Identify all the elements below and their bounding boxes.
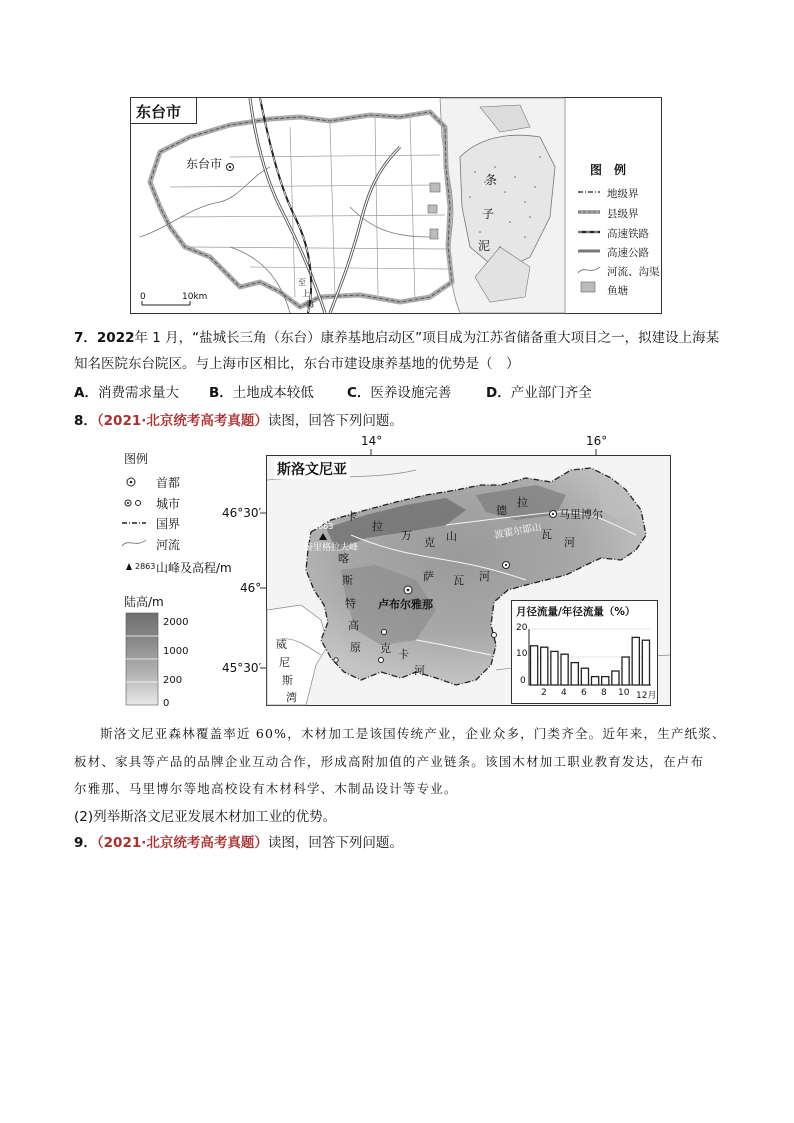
runoff-ytick-0: 0: [520, 676, 526, 686]
peak-elevation: 2863: [313, 522, 334, 531]
q7-line2: 知名医院东台院区。与上海市区相比，东台市建设康养基地的优势是（ ）: [74, 356, 520, 372]
passage-line2: 板材、家具等产品的品牌企业互动合作，形成高附加值的产业链条。该国木材加工职业教育发达，在卢布: [74, 754, 705, 769]
drava-4: 河: [564, 536, 575, 549]
shoal-label-3: 泥: [478, 239, 491, 253]
legend-river: 河流: [156, 538, 181, 552]
venice-1: 威: [276, 638, 287, 651]
runoff-bar-month-7: [592, 677, 599, 685]
legend-high-speed-rail: 高速铁路: [607, 228, 649, 240]
runoff-bar-month-3: [551, 651, 558, 685]
scale-zero: 0: [140, 292, 146, 302]
road-label-3: 海: [306, 300, 314, 309]
sava-1: 萨: [423, 570, 434, 583]
runoff-xtick-4: 4: [561, 688, 567, 698]
runoff-bar-month-5: [571, 663, 578, 685]
karst-5: 原: [350, 641, 361, 654]
pohorje-label: 波霍尔耶山: [493, 521, 543, 542]
lat-label-46: 46°: [240, 581, 262, 595]
q9-header: [74, 832, 403, 854]
q7-option-b-text: 土地成本较低: [232, 385, 314, 401]
runoff-bar-month-9: [612, 671, 619, 685]
runoff-bar-month-8: [602, 677, 609, 685]
karawanken-5: 山: [446, 530, 457, 543]
lon-label-14: 14°: [361, 434, 383, 448]
legend-capital: 首都: [156, 476, 181, 490]
runoff-ytick-10: 10: [516, 649, 528, 659]
karawanken-1: 卡: [346, 510, 357, 523]
q7-option-b[interactable]: [209, 382, 314, 404]
krka-3: 河: [414, 664, 425, 677]
runoff-bar-month-2: [541, 647, 548, 685]
q7-option-c-letter: C．: [347, 385, 371, 401]
sava-3: 河: [479, 570, 490, 583]
lat-label-45-30: 45°30′: [222, 661, 262, 675]
q8-subquestion-2: (2)列举斯洛文尼亚发展木材加工业的优势。: [74, 809, 337, 825]
q7-option-a-letter: A．: [74, 385, 98, 401]
q8-header: [74, 410, 403, 432]
legend-expressway: 高速公路: [607, 247, 649, 259]
q7-option-c-text: 医养设施完善: [370, 385, 452, 401]
road-label-2: 上: [302, 289, 310, 298]
q7-option-a[interactable]: [74, 382, 179, 404]
shoal-label-1: 条: [485, 173, 498, 187]
karst-2: 斯: [342, 574, 353, 587]
shoal-label-2: 子: [482, 207, 495, 221]
legend-peak: 山峰及高程/m: [156, 561, 232, 575]
passage-line3: 尔雅那、马里博尔等地高校设有木材科学、木制品设计等专业。: [74, 781, 458, 796]
q9-number: 9．: [74, 835, 97, 851]
runoff-xtick-10: 10: [618, 688, 630, 698]
q8-text: 读图，回答下列问题。: [267, 413, 403, 429]
q9-source[interactable]: （2021·北京统考高考真题）: [96, 835, 268, 851]
legend-peak-value: 2863: [135, 562, 156, 571]
elevation-title: 陆高/m: [124, 595, 164, 609]
q7-option-b-letter: B．: [209, 385, 233, 401]
road-label-1: 至: [298, 278, 306, 287]
q7-option-a-text: 消费需求量大: [97, 385, 179, 401]
karawanken-3: 万: [401, 529, 412, 542]
q7-option-d-text: 产业部门齐全: [510, 385, 592, 401]
karawanken-4: 克: [424, 536, 435, 549]
runoff-bar-month-4: [561, 654, 568, 685]
slovenia-map: [116, 434, 672, 709]
legend-prefecture-boundary: 地级界: [607, 188, 639, 200]
q7-text-line1: 年 1 月，“盐城长三角（东台）康养基地启动区”项目成为江苏省储备重大项目之一，拟建设上海某: [134, 330, 720, 346]
legend-title: 图例: [124, 452, 149, 466]
lon-label-16: 16°: [586, 434, 608, 448]
runoff-xtick-8: 8: [601, 688, 607, 698]
sava-2: 瓦: [453, 574, 464, 587]
q7-line1: [74, 327, 719, 349]
runoff-xtick-6: 6: [581, 688, 587, 698]
runoff-xtick-12: 12月: [636, 691, 657, 701]
dongtai-legend-title: 图 例: [590, 163, 627, 177]
legend-county-boundary: 县级界: [607, 208, 639, 220]
legend-city: 城市: [156, 497, 181, 511]
slovenia-map-title: 斯洛文尼亚: [274, 459, 350, 479]
legend-border: 国界: [156, 517, 181, 531]
karst-1: 喀: [338, 552, 349, 565]
runoff-bar-month-10: [622, 657, 629, 685]
elev-tick-0: 0: [163, 698, 170, 709]
capital-name: 卢布尔雅那: [378, 598, 433, 611]
elev-tick-2000: 2000: [163, 617, 189, 628]
q7-number: 7．: [74, 330, 97, 346]
runoff-bar-month-11: [632, 637, 639, 685]
elev-tick-1000: 1000: [163, 646, 189, 657]
scale-end: 10km: [182, 292, 208, 302]
q9-text: 读图，回答下列问题。: [267, 835, 403, 851]
dongtai-city-label: 东台市: [186, 157, 223, 171]
karst-4: 高: [348, 619, 359, 632]
runoff-chart-title: 月径流量/年径流量（%）: [516, 606, 636, 618]
dongtai-map: [130, 97, 662, 314]
runoff-xtick-2: 2: [541, 688, 547, 698]
elev-tick-200: 200: [163, 675, 183, 686]
legend-rivers: 河流、沟渠: [607, 266, 660, 278]
drava-2: 拉: [517, 496, 528, 509]
drava-3: 瓦: [541, 528, 552, 541]
passage-line1: 斯洛文尼亚森林覆盖率近 60%，木材加工是该国传统产业，企业众多，门类齐全。近年来，生产纸浆、: [100, 726, 726, 741]
dongtai-map-graphic: [130, 97, 662, 314]
dongtai-map-title: 东台市: [136, 103, 182, 121]
karawanken-2: 拉: [372, 520, 383, 533]
q8-number: 8．: [74, 413, 97, 429]
venice-2: 尼: [279, 656, 290, 669]
runoff-ytick-20: 20: [516, 623, 528, 633]
venice-4: 湾: [286, 691, 297, 704]
maribor-name: 马里博尔: [559, 508, 603, 521]
venice-3: 斯: [282, 674, 293, 687]
legend-fish-pond: 鱼塘: [607, 285, 628, 297]
krka-2: 卡: [398, 648, 409, 661]
drava-1: 德: [496, 504, 507, 517]
runoff-bar-month-12: [642, 640, 649, 685]
q7-option-d-letter: D．: [486, 385, 511, 401]
lat-label-46-30: 46°30′: [222, 506, 262, 520]
q7-option-d[interactable]: [486, 382, 592, 404]
q7-option-c[interactable]: [347, 382, 451, 404]
q7-year: 2022: [96, 330, 135, 346]
q8-source[interactable]: （2021·北京统考高考真题）: [96, 413, 268, 429]
krka-1: 克: [380, 642, 391, 655]
peak-name: 特里格拉夫峰: [304, 543, 359, 553]
karst-3: 特: [345, 597, 356, 610]
runoff-bar-month-1: [531, 646, 538, 685]
runoff-bar-month-6: [581, 668, 588, 685]
